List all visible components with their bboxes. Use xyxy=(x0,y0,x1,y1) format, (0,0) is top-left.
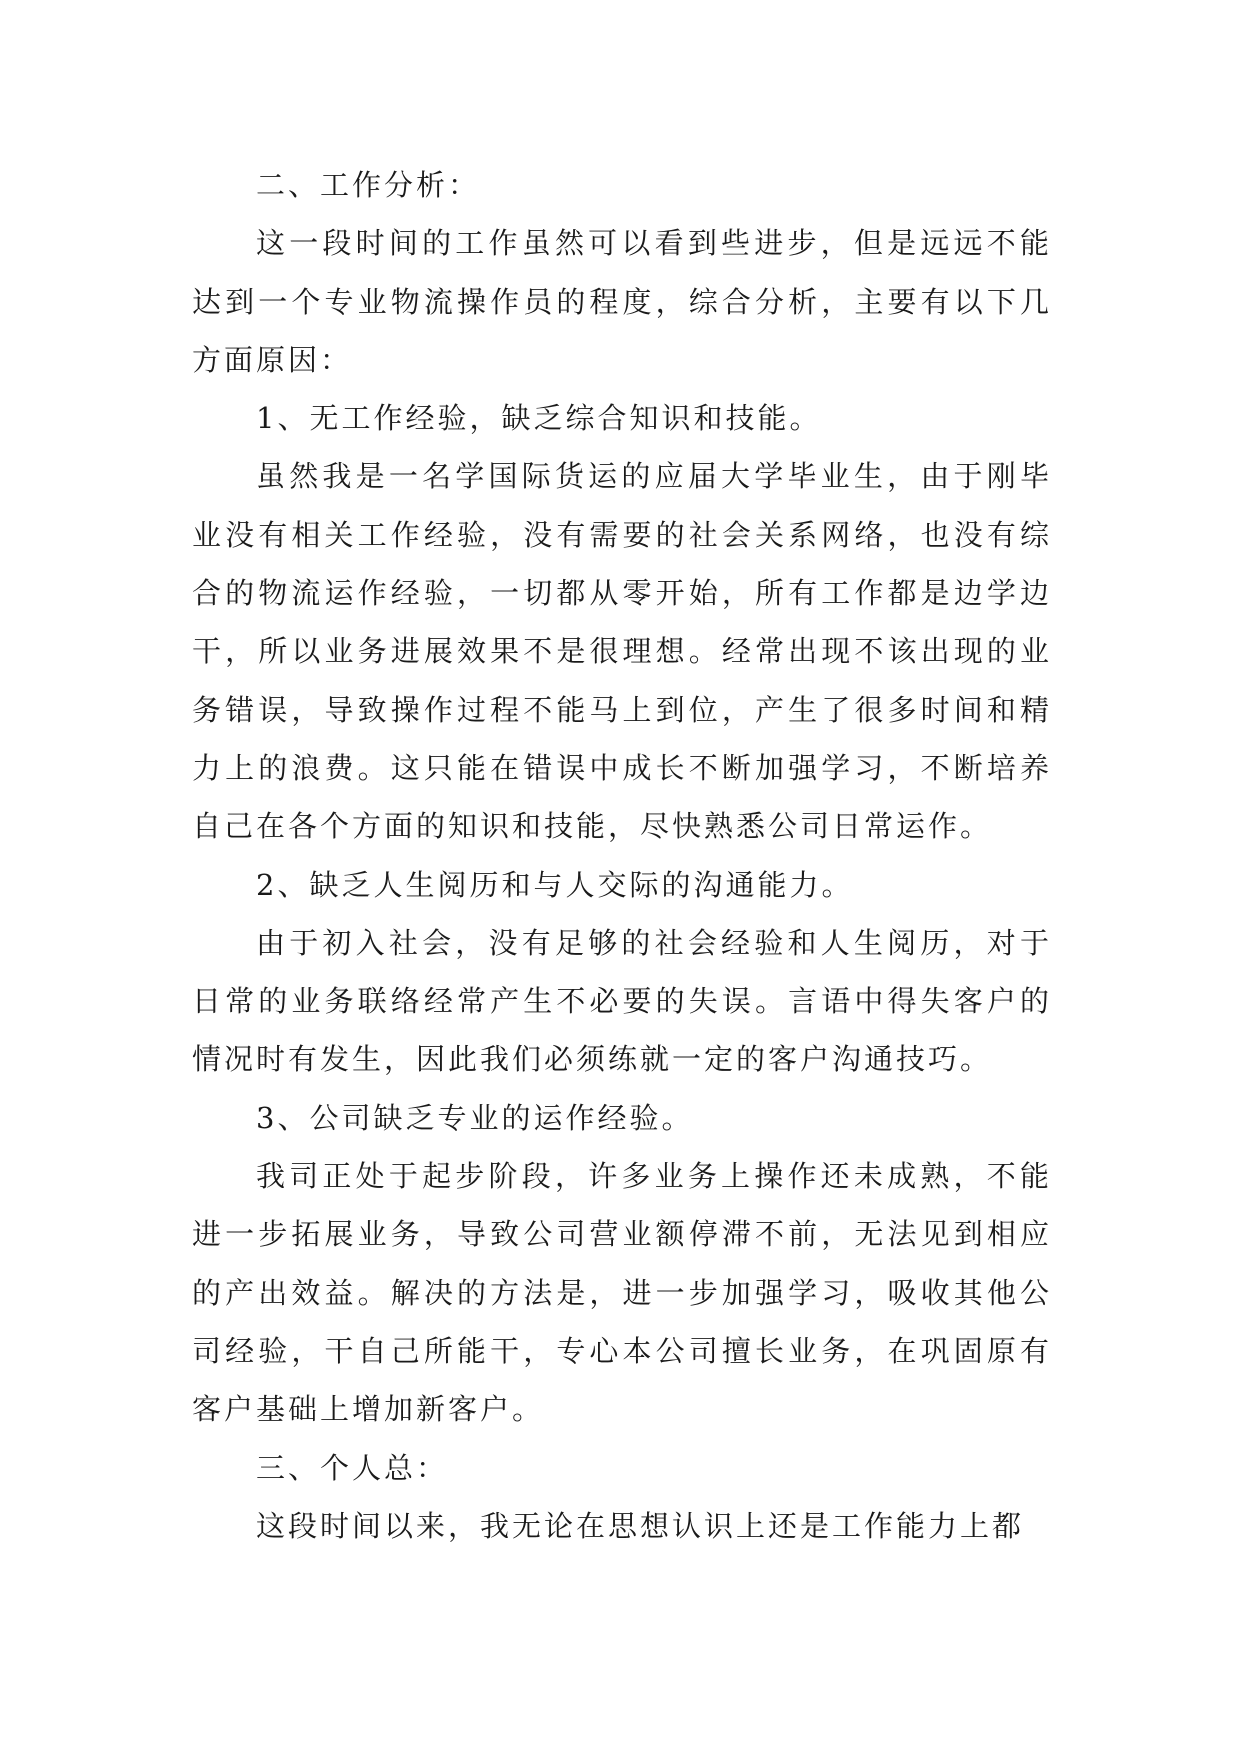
paragraph-communication: 由于初入社会，没有足够的社会经验和人生阅历，对于日常的业务联络经常产生不必要的失误。言语中得失客户的情况时有发生，因此我们必须练就一定的客户沟通技巧。 xyxy=(192,925,1052,1077)
subheading-no-experience: 1、无工作经验，缺乏综合知识和技能。 xyxy=(256,401,822,436)
paragraph-company-experience: 我司正处于起步阶段，许多业务上操作还未成熟，不能进一步拓展业务，导致公司营业额停滞不前，无法见到相应的产出效益。解决的方法是，进一步加强学习，吸收其他公司经验，干自己所能干，专心本公司擅长业务，在巩固原有客户基础上增加新客户。 xyxy=(192,1159,1052,1427)
paragraph-analysis-intro: 这一段时间的工作虽然可以看到些进步，但是远远不能达到一个专业物流操作员的程度，综合分析，主要有以下几方面原因： xyxy=(192,226,1052,377)
subheading-company-experience: 3、公司缺乏专业的运作经验。 xyxy=(256,1100,694,1135)
subheading-communication: 2、缺乏人生阅历和与人交际的沟通能力。 xyxy=(256,867,854,902)
paragraph-no-experience: 虽然我是一名学国际货运的应届大学毕业生，由于刚毕业没有相关工作经验，没有需要的社会关系网络，也没有综合的物流运作经验，一切都从零开始，所有工作都是边学边干，所以业务进展效果不是很理想。经常出现不该出现的业务错误，导致操作过程不能马上到位，产生了很多时间和精力上的浪费。这只能在错误中成长不断加强学习，不断培养自己在各个方面的知识和技能，尽快熟悉公司日常运作。 xyxy=(192,459,1052,844)
paragraph-personal-summary: 这段时间以来，我无论在思想认识上还是工作能力上都 xyxy=(256,1508,1025,1543)
section-heading-work-analysis: 二、工作分析： xyxy=(256,168,481,202)
section-heading-personal-summary: 三、个人总： xyxy=(256,1450,449,1485)
document-body xyxy=(192,156,1052,1555)
